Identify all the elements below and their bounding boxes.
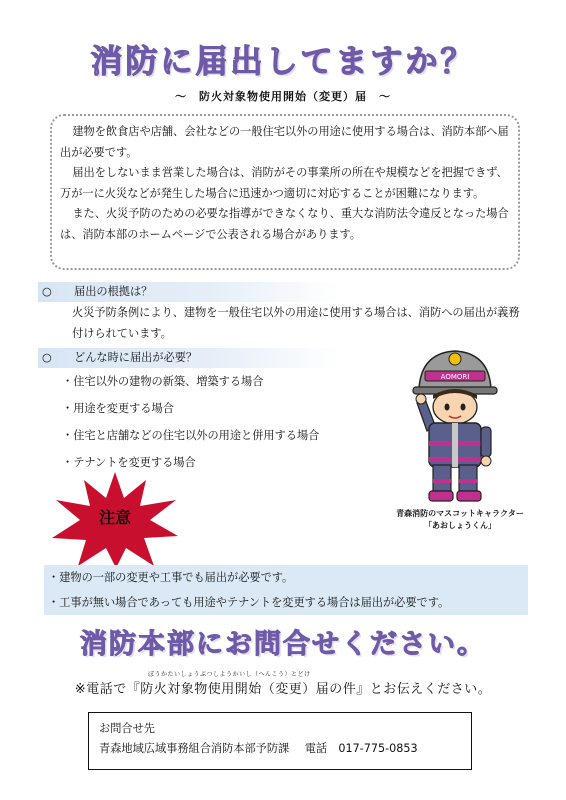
- notice-box: [44, 565, 528, 615]
- list-item: ・用途を変更する場合: [62, 402, 174, 415]
- circle-mark: ○: [42, 285, 52, 298]
- section-when-heading: [38, 348, 338, 368]
- mascot-firefighter-illustration: [405, 345, 505, 505]
- intro-paragraph: 建物を飲食店や店舗、会社などの一般住宅以外の用途に使用する場合は、消防本部へ届出が必要です。: [60, 125, 509, 159]
- section-basis-title: 届出の根拠は？: [74, 285, 153, 298]
- mascot-caption: [380, 508, 540, 532]
- mascot-caption-name: 「あおしょうくん」: [424, 521, 496, 530]
- contact-heading: お問合せ先: [99, 722, 155, 735]
- contact-box: [88, 712, 472, 770]
- list-item: ・テナントを変更する場合: [62, 456, 196, 469]
- list-item: ・住宅以外の建物の新築、増築する場合: [62, 375, 264, 388]
- list-item: ・住宅と店舗などの住宅以外の用途と併用する場合: [62, 429, 320, 442]
- notice-item: ・工事が無い場合であっても用途やテナントを変更する場合は届出が必要です。: [48, 596, 450, 609]
- page-subtitle: ～ 防火対象物使用開始（変更）届 ～: [175, 90, 391, 103]
- helmet-text: AOMORI: [440, 373, 470, 381]
- caution-label: 注意: [98, 508, 131, 527]
- contact-heading-title: 消防本部にお問合せください。: [80, 629, 486, 660]
- contact-phone: 電話 017-775-0853: [304, 742, 418, 755]
- mascot-caption-line: 青森消防のマスコットキャラクター: [396, 509, 524, 518]
- contact-org: 青森地域広域事務組合消防本部予防課: [99, 742, 290, 755]
- intro-paragraph: 届出をしないまま営業した場合は、消防がその事業所の所在や規模などを把握できず、万が一に火災などが発生した場合に迅速かつ適切に対応することが困難になります。: [60, 166, 508, 200]
- phone-ruby: ぼうかたいしょうぶつしようかいし（へんこう）とどけ: [148, 671, 311, 678]
- circle-mark: ○: [42, 351, 52, 364]
- intro-box: [50, 114, 520, 270]
- section-basis-body: 火災予防条例により、建物を一般住宅以外の用途に使用する場合は、消防への届出が義務付けられています。: [72, 306, 520, 340]
- page-title: 消防に届出してますか？: [90, 42, 476, 80]
- contact-detail: [99, 739, 461, 759]
- when-list: [62, 372, 319, 480]
- section-when-title: どんな時に届出が必要？: [74, 351, 198, 364]
- notice-item: ・建物の一部の変更や工事でも届出が必要です。: [48, 571, 294, 584]
- section-basis-heading: [38, 282, 338, 302]
- intro-paragraph: また、火災予防のための必要な指導ができなくなり、重大な消防法令違反となった場合は、消防本部のホームページで公表される場合があります。: [60, 207, 509, 241]
- phone-instruction: ※電話で『防火対象物使用開始（変更）届の件』とお伝えください。: [74, 682, 492, 697]
